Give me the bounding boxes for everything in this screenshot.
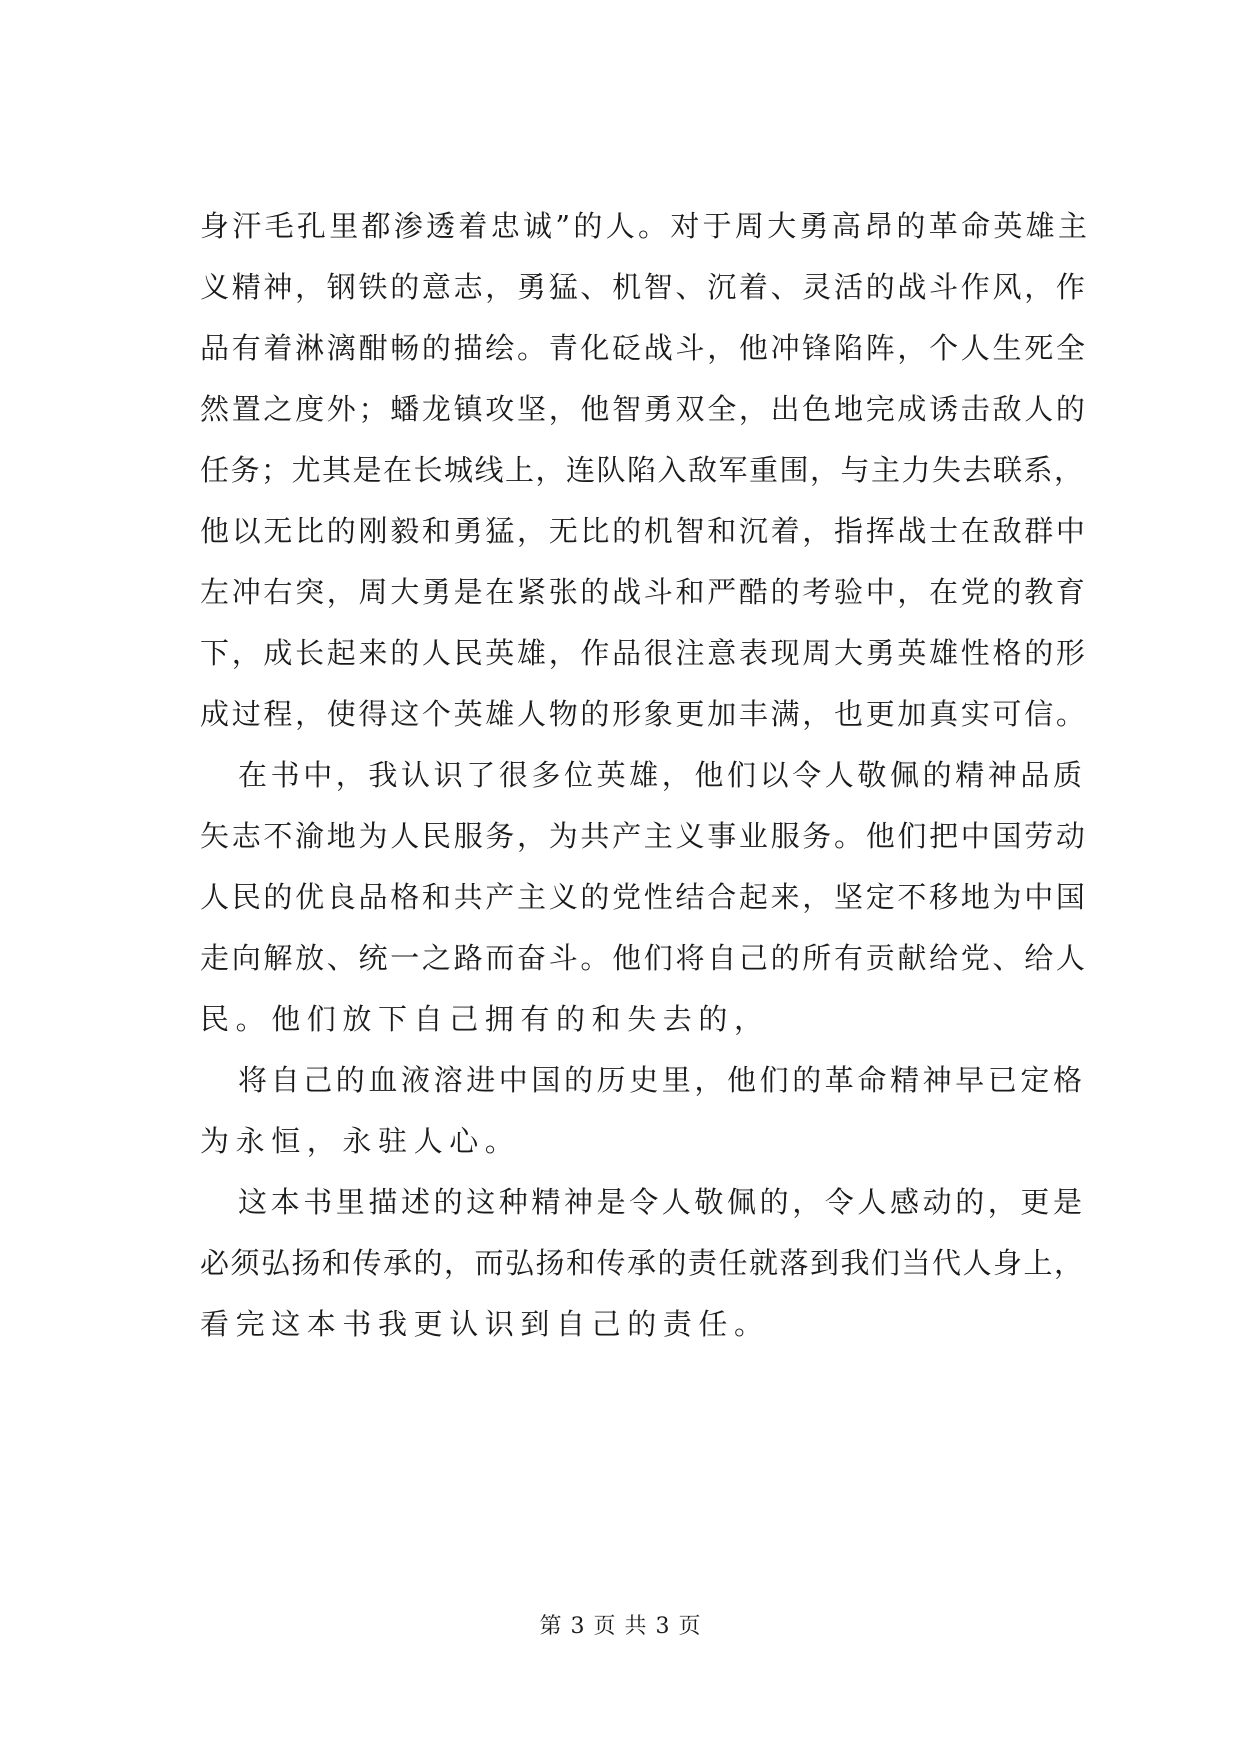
text-line: 矢志不渝地为人民服务，为共产主义事业服务。他们把中国劳动 — [200, 819, 1088, 853]
text-line: 义精神，钢铁的意志，勇猛、机智、沉着、灵活的战斗作风，作 — [200, 270, 1088, 304]
text-line: 为永恒，永驻人心。 — [200, 1124, 521, 1158]
text-line: 品有着淋漓酣畅的描绘。青化砭战斗，他冲锋陷阵，个人生死全 — [200, 331, 1088, 365]
text-line: 他以无比的刚毅和勇猛，无比的机智和沉着，指挥战士在敌群中 — [200, 514, 1088, 548]
text-line: 将自己的血液溶进中国的历史里，他们的革命精神早已定格 — [238, 1063, 1086, 1097]
text-line: 民。他们放下自己拥有的和失去的， — [200, 1002, 770, 1036]
text-line: 身汗毛孔里都渗透着忠诚”的人。对于周大勇高昂的革命英雄主 — [200, 209, 1091, 243]
text-line: 任务；尤其是在长城线上，连队陷入敌军重围，与主力失去联系， — [200, 453, 1085, 487]
text-line: 成过程，使得这个英雄人物的形象更加丰满，也更加真实可信。 — [200, 697, 1088, 731]
text-line: 人民的优良品格和共产主义的党性结合起来，坚定不移地为中国 — [200, 880, 1088, 914]
text-line: 走向解放、统一之路而奋斗。他们将自己的所有贡献给党、给人 — [200, 941, 1088, 975]
text-line: 左冲右突，周大勇是在紧张的战斗和严酷的考验中，在党的教育 — [200, 575, 1088, 609]
text-line: 然置之度外；蟠龙镇攻坚，他智勇双全，出色地完成诱击敌人的 — [200, 392, 1088, 426]
text-line: 下，成长起来的人民英雄，作品很注意表现周大勇英雄性格的形 — [200, 636, 1088, 670]
text-line: 看完这本书我更认识到自己的责任。 — [200, 1307, 770, 1341]
text-line: 必须弘扬和传承的，而弘扬和传承的责任就落到我们当代人身上， — [200, 1246, 1085, 1280]
text-line: 这本书里描述的这种精神是令人敬佩的，令人感动的，更是 — [238, 1185, 1086, 1219]
text-line: 在书中，我认识了很多位英雄，他们以令人敬佩的精神品质 — [238, 758, 1086, 792]
page-number-footer: 第 3 页 共 3 页 — [539, 1614, 702, 1639]
